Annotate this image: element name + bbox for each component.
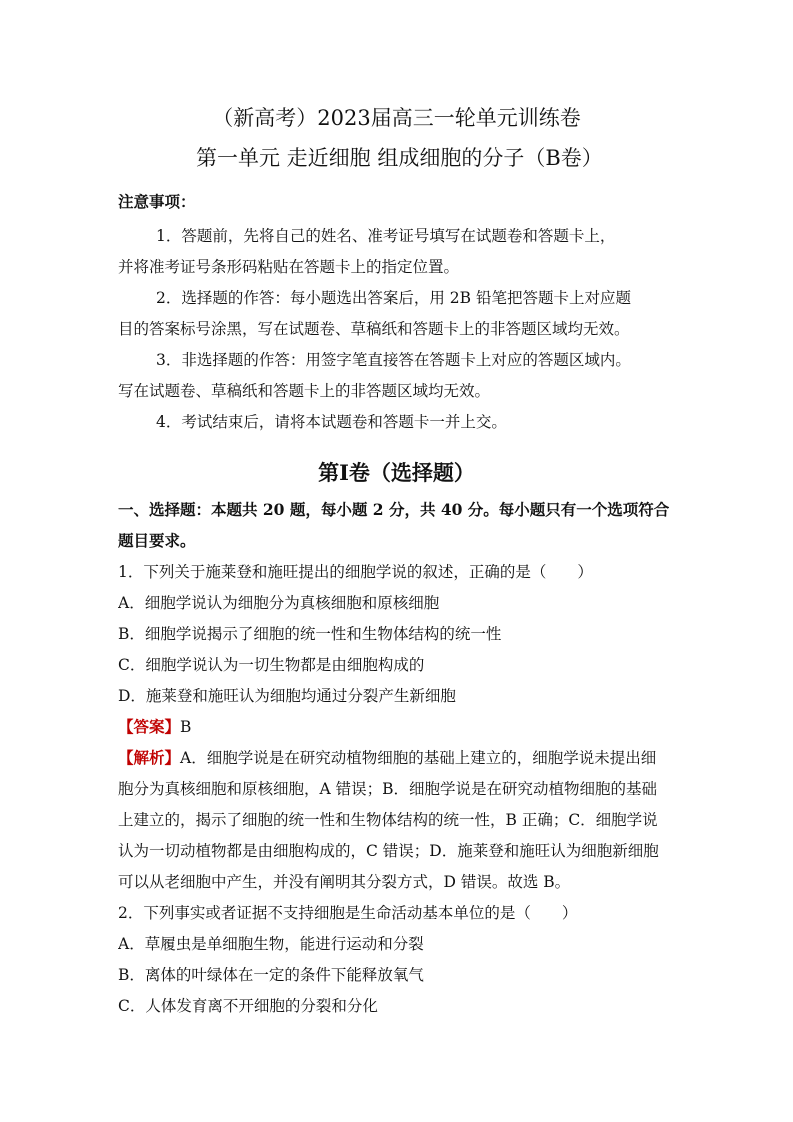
analysis-line: 胞分为真核细胞和原核细胞，A 错误；B．细胞学说是在研究动植物细胞的基础 (118, 780, 658, 798)
question-1-option-c: C．细胞学说认为一切生物都是由细胞构成的 (118, 656, 425, 674)
analysis-line: 可以从老细胞中产生，并没有阐明其分裂方式，D 错误。故选 B。 (118, 873, 571, 891)
section-instruction: 题目要求。 (118, 531, 196, 550)
notice-line: 3．非选择题的作答：用签字笔直接答在答题卡上对应的答题区域内。 (156, 351, 631, 369)
notice-line: 2．选择题的作答：每小题选出答案后，用 2B 铅笔把答题卡上对应题 (156, 289, 631, 307)
unit-subtitle: 第一单元 走近细胞 组成细胞的分子（B卷） (196, 146, 603, 170)
notice-line: 并将准考证号条形码粘贴在答题卡上的指定位置。 (118, 258, 460, 276)
question-1-analysis (118, 747, 678, 769)
question-1-option-b: B．细胞学说揭示了细胞的统一性和生物体结构的统一性 (118, 625, 502, 643)
notice-line: 目的答案标号涂黑，写在试题卷、草稿纸和答题卡上的非答题区域均无效。 (118, 320, 630, 338)
question-2-stem: 2．下列事实或者证据不支持细胞是生命活动基本单位的是（ ） (118, 904, 578, 922)
question-1-answer (118, 716, 678, 738)
analysis-line: 上建立的，揭示了细胞的统一性和生物体结构的统一性，B 正确；C．细胞学说 (118, 811, 658, 829)
question-2-option-a: A．草履虫是单细胞生物，能进行运动和分裂 (118, 935, 424, 953)
analysis-line: 认为一切动植物都是由细胞构成的，C 错误；D．施莱登和施旺认为细胞新细胞 (118, 842, 659, 860)
notice-line: 1．答题前，先将自己的姓名、准考证号填写在试题卷和答题卡上， (156, 227, 616, 245)
question-2-option-c: C．人体发育离不开细胞的分裂和分化 (118, 997, 378, 1015)
section-title: 第Ⅰ卷（选择题） (318, 460, 475, 485)
answer-value: B (180, 718, 192, 736)
notice-heading: 注意事项： (118, 192, 196, 211)
question-2-option-b: B．离体的叶绿体在一定的条件下能释放氧气 (118, 966, 424, 984)
question-1-stem: 1．下列关于施莱登和施旺提出的细胞学说的叙述，正确的是（ ） (118, 563, 593, 581)
analysis-tag: 【解析】 (118, 748, 181, 767)
answer-tag: 【答案】 (118, 717, 181, 736)
question-1-option-a: A．细胞学说认为细胞分为真核细胞和原核细胞 (118, 594, 440, 612)
question-1-option-d: D．施莱登和施旺认为细胞均通过分裂产生新细胞 (118, 687, 456, 705)
section-instruction: 一、选择题：本题共 20 题，每小题 2 分，共 40 分。每小题只有一个选项符合 (118, 500, 670, 519)
notice-line: 写在试题卷、草稿纸和答题卡上的非答题区域均无效。 (118, 382, 491, 400)
document-title: （新高考）2023届高三一轮单元训练卷 (212, 106, 581, 130)
notice-line: 4．考试结束后，请将本试题卷和答题卡一并上交。 (156, 413, 507, 431)
analysis-line: A．细胞学说是在研究动植物细胞的基础上建立的，细胞学说未提出细 (180, 749, 657, 767)
